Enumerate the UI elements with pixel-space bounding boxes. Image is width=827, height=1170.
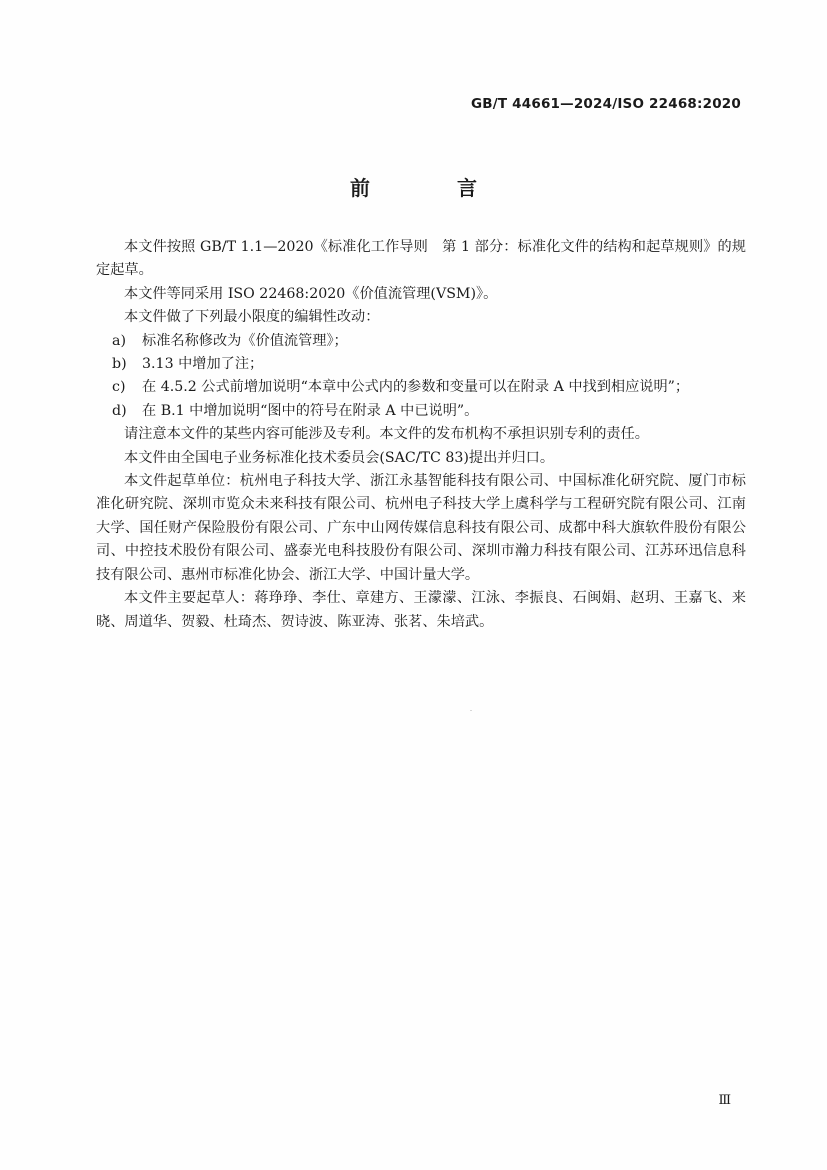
list-item xyxy=(96,400,746,423)
list-marker: d) xyxy=(112,402,127,419)
list-item xyxy=(96,330,746,353)
list-item xyxy=(96,376,746,399)
page-title: 前 言 xyxy=(350,176,517,200)
list-marker: b) xyxy=(112,356,127,373)
paragraph-changes-intro: 本文件做了下列最小限度的编辑性改动： xyxy=(124,309,380,326)
page-number: Ⅲ xyxy=(718,1093,730,1108)
list-item xyxy=(96,353,746,376)
scan-speck xyxy=(470,710,472,711)
paragraph-patent-notice: 请注意本文件的某些内容可能涉及专利。本文件的发布机构不承担识别专利的责任。 xyxy=(124,426,649,443)
list-marker: c) xyxy=(112,379,126,396)
paragraph-drafting-rules: 本文件按照 GB/T 1.1—2020《标准化工作导则 第 1 部分：标准化文件的结构和起草规则》的规定起草。 xyxy=(96,239,746,279)
standard-code: GB/T 44661—2024/ISO 22468:2020 xyxy=(470,96,741,112)
list-item-text: 在 4.5.2 公式前增加说明“本章中公式内的参数和变量可以在附录 A 中找到相应说明”； xyxy=(142,379,690,396)
list-marker: a) xyxy=(112,332,126,349)
paragraph-adoption: 本文件等同采用 ISO 22468:2020《价值流管理(VSM)》。 xyxy=(124,285,498,302)
paragraph-drafters: 本文件主要起草人：蒋琤琤、李仕、章建方、王濛濛、江泳、李振良、石闽娟、赵玥、王嘉飞、来晓、周道华、贺毅、杜琦杰、贺诗波、陈亚涛、张茗、朱培武。 xyxy=(96,590,746,630)
list-item-text: 在 B.1 中增加说明“图中的符号在附录 A 中已说明”。 xyxy=(142,402,479,419)
list-item-text: 3.13 中增加了注； xyxy=(142,356,264,373)
foreword-body xyxy=(96,236,746,634)
list-item-text: 标准名称修改为《价值流管理》； xyxy=(142,332,348,349)
paragraph-committee: 本文件由全国电子业务标准化技术委员会(SAC/TC 83)提出并归口。 xyxy=(124,449,555,466)
paragraph-drafting-organizations: 本文件起草单位：杭州电子科技大学、浙江永基智能科技有限公司、中国标准化研究院、厦门市标准化研究院、深圳市览众未来科技有限公司、杭州电子科技大学上虞科学与工程研究院有限公司、江南大学、国任财产保险股份有限公司、广东中山网传媒信息科技有限公司、成都中科大旗软件股份有限公司、中控技术股份有限公司、盛泰光电科技股份有限公司、深圳市瀚力科技有限公司、江苏环迅信息科技有限公司、惠州市标准化协会、浙江大学、中国计量大学。 xyxy=(96,473,746,583)
